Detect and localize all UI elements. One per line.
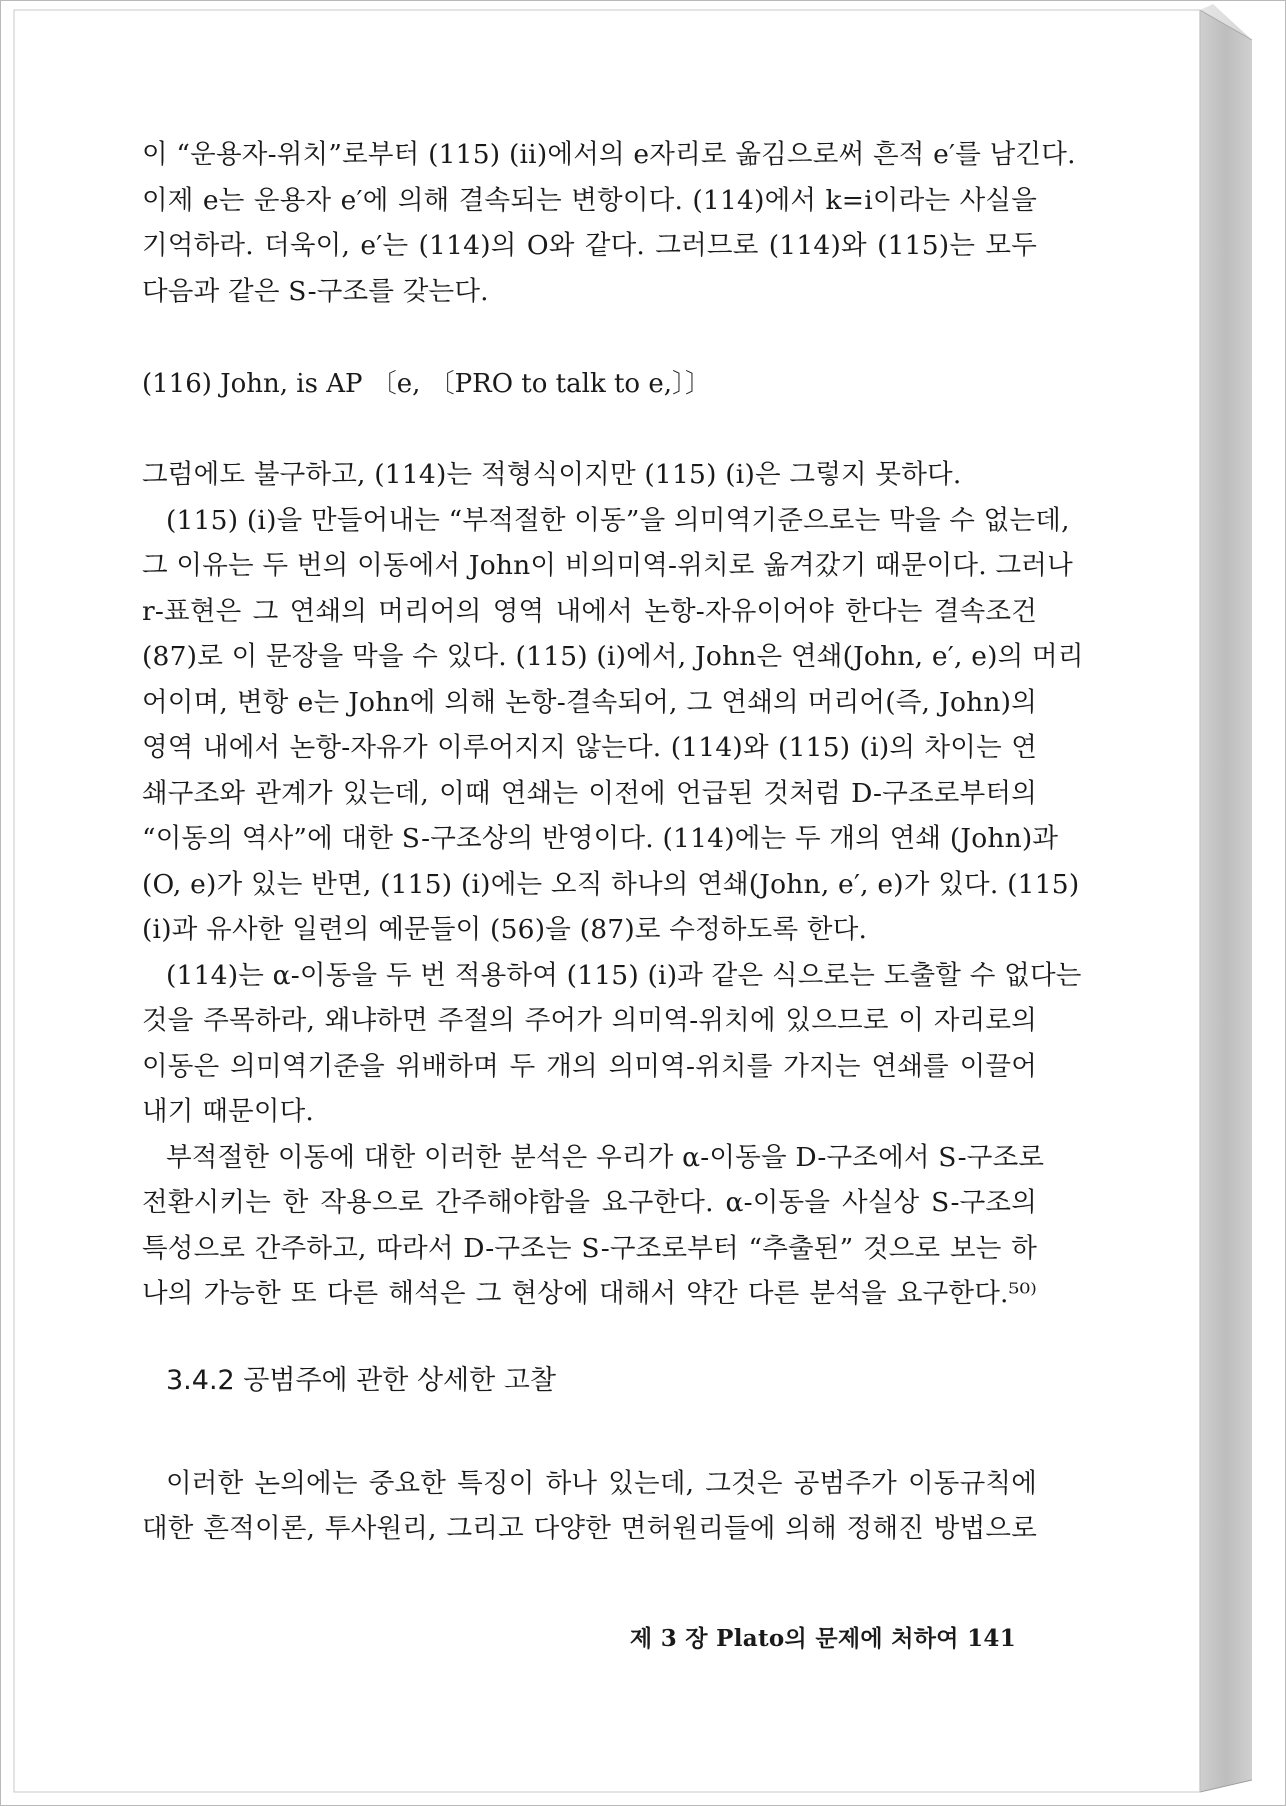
text-line: (O, e)가 있는 반면, (115) (i)에는 오직 하나의 연쇄(John, e′, e)가 있다. (115) [142,868,1080,900]
running-footer: 제 3 장 Plato의 문제에 처하여 141 [629,1625,1016,1652]
text-line: 그럼에도 불구하고, (114)는 적형식이지만 (115) (i)은 그렇지 못하다. [142,459,962,490]
paragraph-3 [142,498,1084,953]
page-body [142,132,1084,1552]
text-line: 전환시키는 한 작용으로 간주해야함을 요구한다. α-이동을 사실상 S-구조의 [142,1187,1037,1218]
section-heading: 3.4.2 공범주에 관한 상세한 고찰 [166,1364,556,1396]
example-text: John, is AP 〔e, 〔PRO to talk to e,〕〕 [220,369,711,399]
text-line: (i)과 유사한 일련의 예문들이 (56)을 (87)로 수정하도록 한다. [142,914,868,945]
text-line: “이동의 역사”에 대한 S-구조상의 반영이다. (114)에는 두 개의 연쇄 (John)과 [142,823,1059,854]
text-line: (87)로 이 문장을 막을 수 있다. (115) (i)에서, John은 연쇄(John, e′, e)의 머리 [142,641,1084,672]
text-line: 쇄구조와 관계가 있는데, 이때 연쇄는 이전에 언급된 것처럼 D-구조로부터의 [142,777,1037,809]
paragraph-6 [142,1461,1037,1552]
text-line: 이 “운용자-위치”로부터 (115) (ii)에서의 e자리로 옮김으로써 흔적 e′를 남긴다. [142,139,1076,170]
paragraph-5 [142,1135,1045,1317]
text-line: 이동은 의미역기준을 위배하며 두 개의 의미역-위치를 가지는 연쇄를 이끌어 [142,1050,1037,1082]
text-line: 것을 주목하라, 왜냐하면 주절의 주어가 의미역-위치에 있으므로 이 자리로의 [142,1005,1037,1036]
text-line: 부적절한 이동에 대한 이러한 분석은 우리가 α-이동을 D-구조에서 S-구조로 [166,1141,1045,1173]
paragraph-1 [142,132,1076,314]
text-line: 대한 흔적이론, 투사원리, 그리고 다양한 면허원리들에 의해 정해진 방법으로 [142,1513,1037,1544]
text-line: 영역 내에서 논항-자유가 이루어지지 않는다. (114)와 (115) (i)의 차이는 연 [142,732,1037,763]
text-line: 이러한 논의에는 중요한 특징이 하나 있는데, 그것은 공범주가 이동규칙에 [166,1467,1037,1499]
text-line: 이제 e는 운용자 e′에 의해 결속되는 변항이다. (114)에서 k=i이라는 사실을 [142,184,1037,216]
text-line: 다음과 같은 S-구조를 갖는다. [142,275,489,307]
example-number: (116) [142,369,212,399]
text-line: (114)는 α-이동을 두 번 적용하여 (115) (i)과 같은 식으로는 도출할 수 없다는 [166,959,1082,991]
text-line: 나의 가능한 또 다른 해석은 그 현상에 대해서 약간 다른 분석을 요구한다.⁵⁰⁾ [142,1278,1037,1309]
text-line: (115) (i)을 만들어내는 “부적절한 이동”을 의미역기준으로는 막을 수 없는데, [166,504,1070,536]
book-side-edge [1200,10,1252,1792]
paragraph-4 [142,953,1082,1135]
text-line: 그 이유는 두 번의 이동에서 John이 비의미역-위치로 옮겨갔기 때문이다. 그러나 [142,550,1073,581]
paragraph-2 [142,452,1037,498]
example-116 [142,364,1037,404]
text-line: 기억하라. 더욱이, e′는 (114)의 O와 같다. 그러므로 (114)와 (115)는 모두 [142,230,1037,261]
text-line: 내기 때문이다. [142,1096,315,1127]
text-line: r-표현은 그 연쇄의 머리어의 영역 내에서 논항-자유이어야 한다는 결속조건 [142,595,1037,627]
text-line: 어이며, 변항 e는 John에 의해 논항-결속되어, 그 연쇄의 머리어(즉, John)의 [142,686,1037,718]
text-line: 특성으로 간주하고, 따라서 D-구조는 S-구조로부터 “추출된” 것으로 보는 하 [142,1232,1037,1264]
